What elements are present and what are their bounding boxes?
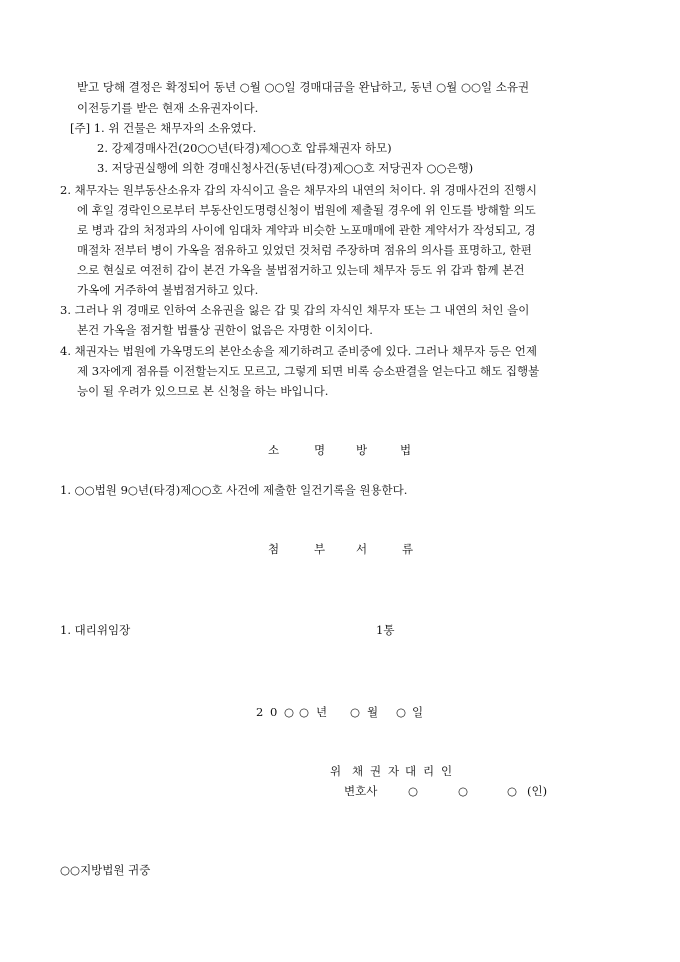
heading-char: 서 — [356, 542, 368, 556]
date-char: 0 — [270, 705, 278, 719]
heading-char: 방 — [356, 443, 368, 457]
heading-char: 류 — [402, 542, 414, 556]
body-line: 으로 현실로 여전히 갑이 본건 가옥을 불법점거하고 있는데 채무자 등도 위 갑과 함께 본건 — [77, 263, 525, 277]
body-line: 가옥에 거주하여 불법점거하고 있다. — [77, 283, 259, 297]
role-char: 대 — [405, 764, 417, 778]
body-line: 매절차 전부터 병이 가옥을 점유하고 있었던 것처럼 주장하며 점유의 의사를 표명하고, 한편 — [77, 243, 532, 257]
seal-mark: (인) — [527, 784, 548, 798]
role-char: 리 — [423, 764, 435, 778]
date-char: 월 — [367, 705, 379, 719]
date-char: ○ — [396, 705, 407, 719]
heading-char: 명 — [314, 443, 326, 457]
attachment-item-label: 1. 대리위임장 — [60, 623, 131, 637]
role-char: 채 — [352, 764, 364, 778]
heading-char: 첨 — [268, 542, 280, 556]
attachment-item-count: 1통 — [376, 623, 395, 637]
body-line: 에 후일 경락인으로부터 부동산인도명령신청이 법원에 제출될 경우에 위 인도를 방해할 의도 — [77, 203, 536, 217]
role-char: 자 — [388, 764, 400, 778]
body-line: 4. 채권자는 법원에 가옥명도의 본안소송을 제기하려고 준비중에 있다. 그러나 채무자 등은 언제 — [60, 344, 537, 358]
body-line: 이전등기를 받은 현재 소유권자이다. — [77, 101, 259, 115]
evidence-item: 1. ○○법원 9○년(타경)제○○호 사건에 제출한 일건기록을 원용한다. — [60, 483, 408, 497]
note-line: [주] 1. 위 건물은 채무자의 소유였다. — [70, 121, 257, 135]
role-char: 위 — [330, 764, 342, 778]
body-line: 본건 가옥을 점거할 법률상 권한이 없음은 자명한 이치이다. — [77, 323, 373, 337]
date-char: ○ — [284, 705, 295, 719]
body-line: 능이 될 우려가 있으므로 본 신청을 하는 바입니다. — [77, 384, 329, 398]
court-addressee: ○○지방법원 귀중 — [60, 863, 151, 877]
date-char: 년 — [316, 705, 328, 719]
date-char: 일 — [412, 705, 424, 719]
body-line: 제 3자에게 점유를 이전할는지도 모르고, 그렇게 되면 비록 승소판결을 얻는다고 해도 집행불 — [77, 364, 540, 378]
date-char: 2 — [256, 705, 264, 719]
body-line: 받고 당해 결정은 확정되어 동년 ○월 ○○일 경매대금을 완납하고, 동년 ○월 ○○일 소유권 — [77, 80, 530, 94]
heading-char: 부 — [314, 542, 326, 556]
name-mark: ○ — [507, 784, 518, 798]
date-char: ○ — [350, 705, 361, 719]
name-mark: ○ — [458, 784, 469, 798]
note-line: 3. 저당권실행에 의한 경매신청사건(동년(타경)제○○호 저당권자 ○○은행) — [97, 161, 474, 175]
name-mark: ○ — [408, 784, 419, 798]
body-line: 2. 채무자는 원부동산소유자 갑의 자식이고 을은 채무자의 내연의 처이다. 위 경매사건의 진행시 — [60, 183, 537, 197]
body-line: 3. 그러나 위 경매로 인하여 소유권을 잃은 갑 및 갑의 자식인 채무자 또는 그 내연의 처인 을이 — [60, 303, 530, 317]
body-line: 로 병과 갑의 처정과의 사이에 임대차 계약과 비슷한 노포매매에 관한 계약서가 작성되고, 경 — [77, 223, 536, 237]
lawyer-label: 변호사 — [344, 784, 378, 798]
heading-char: 법 — [400, 443, 412, 457]
role-char: 인 — [441, 764, 453, 778]
note-line: 2. 강제경매사건(20○○년(타경)제○○호 압류채권자 하모) — [97, 141, 392, 155]
date-char: ○ — [299, 705, 310, 719]
heading-char: 소 — [268, 443, 280, 457]
role-char: 권 — [370, 764, 382, 778]
